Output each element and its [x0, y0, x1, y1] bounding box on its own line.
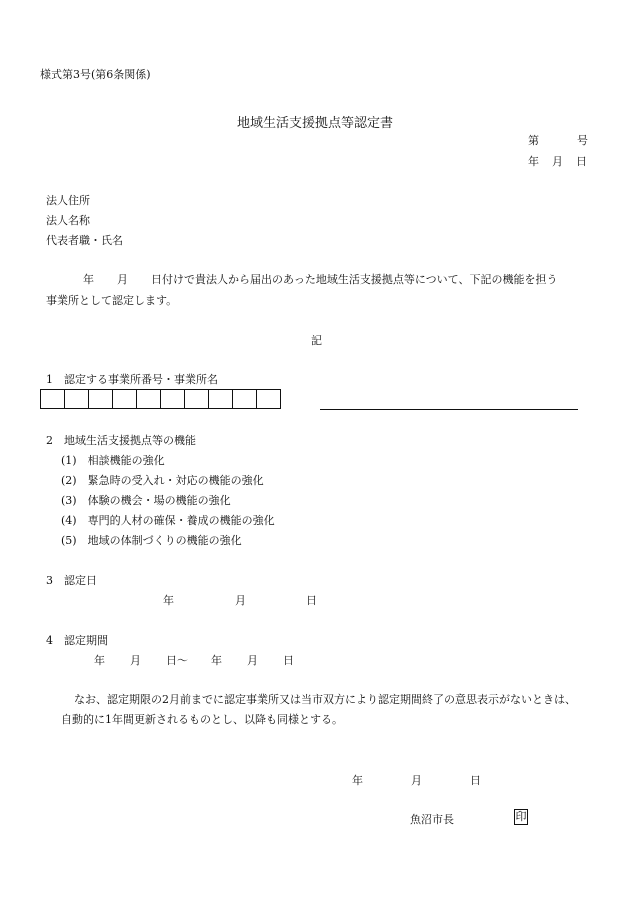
office-number-box[interactable]	[112, 389, 136, 409]
intro-month: 月	[117, 273, 128, 286]
office-number-box[interactable]	[160, 389, 184, 409]
function-item: (2) 緊急時の受入れ・対応の機能の強化	[61, 474, 264, 487]
section4-heading: 4 認定期間	[46, 634, 108, 647]
office-number-box[interactable]	[184, 389, 208, 409]
office-number-box[interactable]	[232, 389, 256, 409]
document-title: 地域生活支援拠点等認定書	[237, 116, 394, 131]
approval-date-day: 日	[306, 594, 317, 607]
ki-heading: 記	[311, 334, 322, 347]
note-line1: なお、認定期限の2月前までに認定事業所又は当市双方により認定期間終了の意思表示がないときは、	[74, 693, 576, 706]
period-from-year: 年	[94, 654, 105, 667]
function-item: (4) 専門的人材の確保・養成の機能の強化	[61, 514, 275, 527]
seal-stamp: 印	[515, 810, 527, 823]
number-dai: 第	[528, 134, 539, 147]
office-number-box[interactable]	[136, 389, 160, 409]
office-number-box[interactable]	[88, 389, 112, 409]
intro-line2: 事業所として認定します。	[46, 294, 178, 307]
issue-date-year: 年	[528, 155, 539, 168]
period-to-day: 日	[283, 654, 294, 667]
intro-year: 年	[83, 273, 94, 286]
function-item: (1) 相談機能の強化	[61, 454, 165, 467]
approval-date-year: 年	[163, 594, 174, 607]
number-go: 号	[577, 134, 588, 147]
issue-date-month: 月	[552, 155, 563, 168]
signature-date-year: 年	[352, 774, 363, 787]
intro-line1: 日付けで貴法人から届出のあった地域生活支援拠点等について、下記の機能を担う	[151, 273, 558, 286]
representative-label: 代表者職・氏名	[46, 234, 123, 247]
function-item: (5) 地域の体制づくりの機能の強化	[61, 534, 242, 547]
period-to-month: 月	[247, 654, 258, 667]
office-number-boxes[interactable]	[40, 389, 281, 409]
corporation-name-label: 法人名称	[46, 214, 90, 227]
office-number-box[interactable]	[64, 389, 88, 409]
period-from-day: 日〜	[166, 654, 188, 667]
section2-heading: 2 地域生活支援拠点等の機能	[46, 434, 196, 447]
function-item: (3) 体験の機会・場の機能の強化	[61, 494, 231, 507]
signature-date-day: 日	[470, 774, 481, 787]
form-number: 様式第3号(第6条関係)	[40, 68, 151, 81]
approval-date-month: 月	[235, 594, 246, 607]
office-number-box[interactable]	[208, 389, 232, 409]
corporation-address-label: 法人住所	[46, 194, 90, 207]
office-number-box[interactable]	[256, 389, 281, 409]
period-from-month: 月	[130, 654, 141, 667]
signature-date-month: 月	[411, 774, 422, 787]
issue-date-day: 日	[576, 155, 587, 168]
note-line2: 自動的に1年間更新されるものとし、以降も同様とする。	[61, 713, 343, 726]
section1-heading: 1 認定する事業所番号・事業所名	[46, 373, 218, 386]
office-name-underline[interactable]	[320, 409, 578, 410]
mayor-title: 魚沼市長	[410, 813, 454, 826]
period-to-year: 年	[211, 654, 222, 667]
section3-heading: 3 認定日	[46, 574, 97, 587]
office-number-box[interactable]	[40, 389, 64, 409]
